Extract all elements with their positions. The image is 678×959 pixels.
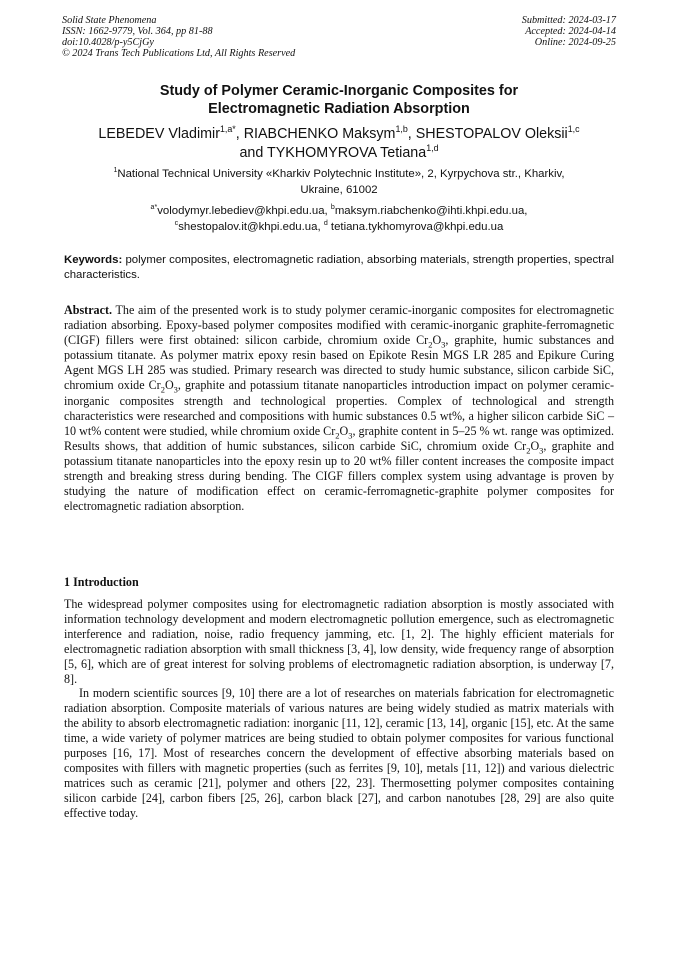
keywords-label: Keywords:: [64, 254, 123, 266]
journal-header: [62, 15, 616, 65]
journal-doi[interactable]: doi:10.4028/p-y5CjGy: [62, 37, 154, 48]
emails-line-2: [80, 220, 598, 236]
keywords-text: polymer composites, electromagnetic radiation, absorbing materials, strength properties, spectral characteristics.: [64, 254, 614, 281]
abstract-text-6: O: [339, 423, 349, 438]
submitted-date: Submitted: 2024-03-17: [521, 15, 616, 26]
email-c-sup: c: [174, 219, 179, 227]
author-2-name: RIABCHENKO Maksym: [243, 126, 396, 142]
email-a[interactable]: volodymyr.lebediev@khpi.edu.ua,: [157, 205, 328, 217]
abstract-text-8: O: [530, 438, 540, 453]
accepted-date: Accepted: 2024-04-14: [525, 26, 616, 37]
authors-line-2: [58, 144, 620, 163]
affiliation-line-1: [80, 167, 598, 183]
publication-dates: [522, 15, 616, 48]
chem-subscript: 3: [539, 445, 544, 456]
journal-name: Solid State Phenomena: [62, 15, 157, 26]
affiliation: [80, 167, 598, 198]
abstract-text-7: , graphite content in 5–25 % wt. range was optimized. Results shows, that addition of humic substances, silicon carbide SiC, chromium oxide Cr: [64, 423, 614, 453]
introduction-body: [64, 597, 614, 821]
chem-subscript: 2: [526, 445, 531, 456]
abstract-label: Abstract.: [64, 303, 113, 317]
chem-subscript: 2: [335, 430, 340, 441]
chem-subscript: 2: [160, 384, 165, 395]
chem-subscript: 2: [428, 339, 433, 350]
online-date: Online: 2024-09-25: [534, 37, 616, 48]
intro-paragraph-1: The widespread polymer composites using for electromagnetic radiation absorption is mostly associated with information technology development and modern electromagnetic pollution emergence, such as electromagnetic interference and radiation, noise, radio frequency jamming, etc. [1, 2]. The highly efficient materials for electromagnetic radiation absorption with small thickness [3, 4], low density, wide frequency range of absorption [5, 6], which are of great interest for solving problems of electromagnetic radiation absorption, is underway [7, 8].: [64, 597, 614, 686]
email-d[interactable]: tetiana.tykhomyrova@khpi.edu.ua: [330, 220, 504, 233]
author-2-sup: 1,b: [395, 124, 408, 135]
chem-subscript: 3: [173, 384, 178, 395]
email-b-sup: b: [330, 204, 335, 212]
journal-info: [62, 15, 295, 59]
abstract: [64, 303, 614, 514]
author-4-sup: 1,d: [426, 142, 439, 153]
email-a-sup: a*: [150, 204, 158, 212]
author-emails: [80, 204, 598, 235]
section-heading-introduction: 1 Introduction: [64, 575, 139, 589]
title-line-2: Electromagnetic Radiation Absorption: [208, 101, 470, 117]
emails-line-1: [80, 204, 598, 220]
abstract-text-9: , graphite and potassium titanate nanoparticles into the epoxy resin up to 20 wt% filler content increases the composite impact strength and breaking stress during bending. The CIGF fillers complex system using advantage is proven by studying the nature of modification effect on ceramic-ferromagnetic-graphite polymer composites for electromagnetic radiation absorption.: [64, 438, 614, 514]
chem-subscript: 3: [348, 430, 353, 441]
abstract-text-5: , graphite and potassium titanate nanoparticles introduction impact on polymer ceramic-inorganic composites strength and technological properties. Complex of technological and strength characteristics were researched and compositions with humic substances 0.5 wt%, a higher silicon carbide SiC – 10 wt% content were studied, while chromium oxide Cr: [64, 378, 614, 438]
abstract-text-4: O: [164, 378, 174, 393]
intro-paragraph-2: In modern scientific sources [9, 10] there are a lot of researches on materials fabrication for electromagnetic radiation absorption. Composite materials of various natures are being widely studied as matrix materials with the ability to absorb electromagnetic radiation: inorganic [11, 12], ceramic [13, 14], organic [15], etc. At the same time, a wide variety of polymer matrices are being studied to obtain polymer composites for various functional purposes [16, 17]. Most of researches concern the development of effective absorbing materials based on composites with fillers with magnetic properties (such as ferrites [9, 10], metals [11, 12]) and various dielectric matrices such as ceramic [21], polymer and others [22, 23]. Thermosetting polymer composites containing silicon carbide [24], carbon fibers [25, 26], carbon black [27], and carbon nanotubes [28, 29] are also quite effective today.: [64, 686, 614, 820]
title-line-1: Study of Polymer Ceramic-Inorganic Composites for: [159, 83, 519, 99]
author-3-name: SHESTOPALOV Oleksii: [415, 126, 568, 142]
keywords: [64, 253, 614, 283]
journal-issn: ISSN: 1662-9779, Vol. 364, pp 81-88: [62, 26, 213, 37]
author-list: [58, 125, 620, 162]
email-c[interactable]: shestopalov.it@khpi.edu.ua,: [178, 220, 321, 233]
affiliation-sup: 1: [113, 167, 118, 175]
author-1-sup: 1,a*: [219, 124, 236, 135]
authors-and: and: [239, 144, 264, 161]
author-4-name: TYKHOMYROVA Tetiana: [267, 144, 427, 161]
abstract-text-2: O: [432, 333, 442, 348]
authors-line-1: LEBEDEV Vladimir$^{1,a*}$, RIABCHENKO Maksym$^{1,b}$, SHESTOPALOV Oleksii$^{1,c}$: [98, 124, 580, 142]
email-d-sup: d: [323, 219, 328, 227]
affiliation-text-1: National Technical University «Kharkiv Polytechnic Institute», 2, Kyrpychova str., Kharkiv,: [117, 168, 565, 180]
journal-copyright: © 2024 Trans Tech Publications Ltd, All Rights Reserved: [62, 48, 296, 59]
author-1-name: LEBEDEV Vladimir: [98, 126, 220, 142]
author-3-sup: 1,c: [567, 124, 580, 135]
paper-title: [62, 82, 616, 118]
abstract-text-3: , graphite, humic substances and potassium titanate. As polymer matrix epoxy resin based on Epikote Resin MGS LR 285 and Epikure Curing Agent MGS LH 285 was studied. Primary research was directed to study humic substance, silicon carbide SiC, chromium oxide Cr: [64, 333, 614, 393]
affiliation-line-2: Ukraine, 61002: [300, 183, 378, 196]
abstract-text-1: The aim of the presented work is to study polymer ceramic-inorganic composites for electromagnetic radiation absorbing. Epoxy-based polymer composites modified with ceramic-inorganic graphite-ferromagnetic (CIGF) fillers were first obtained: silicon carbide, chromium oxide Cr: [64, 303, 614, 348]
email-b[interactable]: maksym.riabchenko@ihti.khpi.edu.ua,: [334, 205, 528, 217]
chem-subscript: 3: [441, 339, 446, 350]
